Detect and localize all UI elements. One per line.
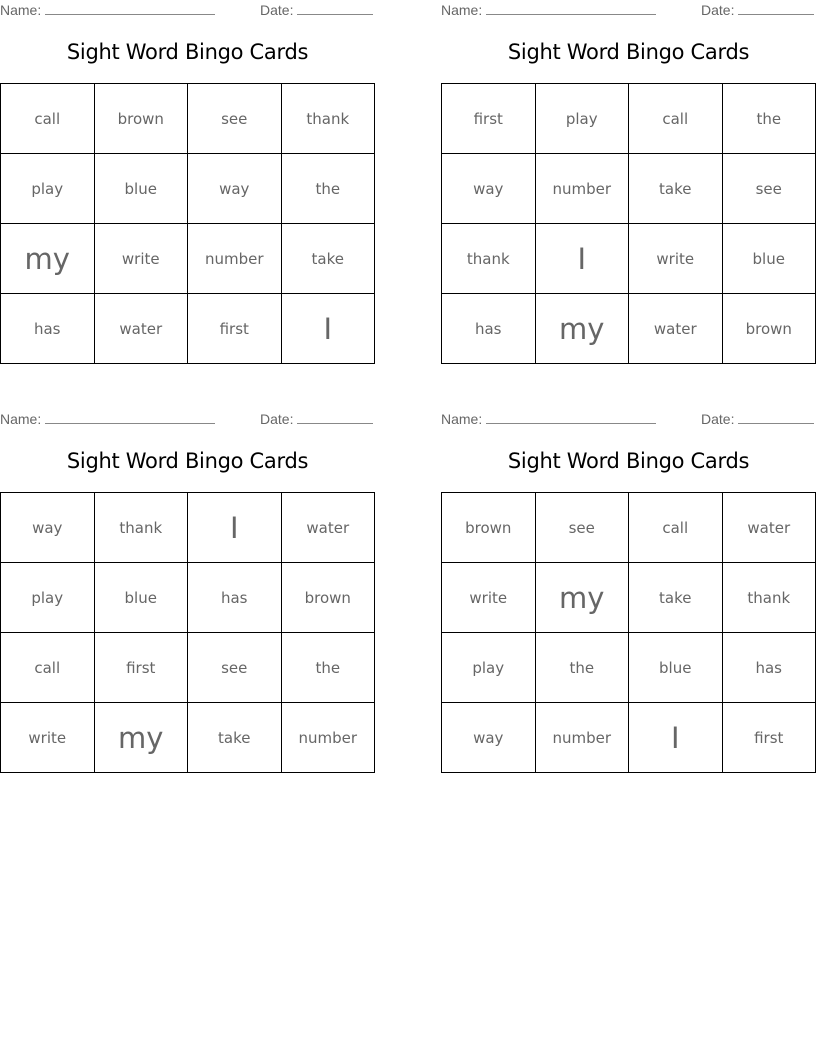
bingo-cell: blue xyxy=(94,563,188,633)
bingo-card xyxy=(441,409,816,784)
name-label: Name: xyxy=(441,411,483,427)
bingo-cell: take xyxy=(629,154,723,224)
date-blank-line[interactable] xyxy=(297,2,373,15)
date-field[interactable] xyxy=(260,411,373,427)
name-blank-line[interactable] xyxy=(45,2,215,15)
bingo-cell: see xyxy=(722,154,816,224)
bingo-cell: I xyxy=(535,224,629,294)
grid-row xyxy=(1,154,375,224)
bingo-cell: the xyxy=(722,84,816,154)
bingo-cell: has xyxy=(722,633,816,703)
bingo-cell: brown xyxy=(442,493,536,563)
bingo-cell: call xyxy=(1,633,95,703)
bingo-cell: thank xyxy=(722,563,816,633)
grid-row xyxy=(1,493,375,563)
bingo-cell: brown xyxy=(281,563,375,633)
bingo-cell: my xyxy=(94,703,188,773)
bingo-cell: write xyxy=(629,224,723,294)
bingo-grid xyxy=(441,83,816,364)
bingo-card xyxy=(0,0,375,375)
date-label: Date: xyxy=(260,411,294,427)
bingo-cell: the xyxy=(281,154,375,224)
card-title: Sight Word Bingo Cards xyxy=(507,449,750,473)
bingo-cell: way xyxy=(442,154,536,224)
bingo-card xyxy=(441,0,816,375)
bingo-cell: blue xyxy=(629,633,723,703)
bingo-cell: first xyxy=(94,633,188,703)
bingo-cell: has xyxy=(442,294,536,364)
bingo-cell: my xyxy=(535,294,629,364)
bingo-cell: the xyxy=(535,633,629,703)
bingo-cell: brown xyxy=(94,84,188,154)
bingo-cell: first xyxy=(442,84,536,154)
grid-row xyxy=(1,294,375,364)
bingo-cell: brown xyxy=(722,294,816,364)
grid-row xyxy=(442,224,816,294)
card-title: Sight Word Bingo Cards xyxy=(66,449,309,473)
bingo-cell: has xyxy=(1,294,95,364)
date-blank-line[interactable] xyxy=(297,411,373,424)
date-field[interactable] xyxy=(701,411,814,427)
bingo-cell: blue xyxy=(722,224,816,294)
bingo-cell: has xyxy=(188,563,282,633)
date-blank-line[interactable] xyxy=(738,411,814,424)
card-title: Sight Word Bingo Cards xyxy=(66,40,309,64)
bingo-cell: see xyxy=(188,633,282,703)
grid-row xyxy=(1,633,375,703)
bingo-cell: thank xyxy=(442,224,536,294)
grid-row xyxy=(1,703,375,773)
bingo-cell: play xyxy=(442,633,536,703)
grid-row xyxy=(442,493,816,563)
name-blank-line[interactable] xyxy=(45,411,215,424)
bingo-cell: way xyxy=(1,493,95,563)
name-field[interactable] xyxy=(441,2,656,18)
date-label: Date: xyxy=(701,2,735,18)
bingo-cell: my xyxy=(1,224,95,294)
date-field[interactable] xyxy=(260,2,373,18)
bingo-cell: call xyxy=(629,84,723,154)
grid-row xyxy=(442,563,816,633)
bingo-cell: write xyxy=(1,703,95,773)
date-label: Date: xyxy=(701,411,735,427)
grid-row xyxy=(1,224,375,294)
bingo-cell: play xyxy=(1,563,95,633)
bingo-cell: take xyxy=(629,563,723,633)
bingo-cell: write xyxy=(94,224,188,294)
grid-row xyxy=(442,84,816,154)
bingo-cell: take xyxy=(281,224,375,294)
bingo-cell: I xyxy=(629,703,723,773)
name-label: Name: xyxy=(0,2,42,18)
bingo-grid xyxy=(441,492,816,773)
name-label: Name: xyxy=(0,411,42,427)
bingo-cell: water xyxy=(94,294,188,364)
bingo-cell: number xyxy=(535,154,629,224)
bingo-cell: number xyxy=(188,224,282,294)
bingo-cell: way xyxy=(188,154,282,224)
bingo-cell: write xyxy=(442,563,536,633)
card-header xyxy=(0,0,375,20)
grid-row xyxy=(442,294,816,364)
name-blank-line[interactable] xyxy=(486,2,656,15)
card-header xyxy=(0,409,375,429)
bingo-cell: thank xyxy=(94,493,188,563)
bingo-cell: play xyxy=(535,84,629,154)
bingo-cell: first xyxy=(188,294,282,364)
bingo-cell: I xyxy=(281,294,375,364)
bingo-cell: call xyxy=(1,84,95,154)
bingo-cell: see xyxy=(188,84,282,154)
bingo-cell: number xyxy=(281,703,375,773)
name-field[interactable] xyxy=(0,2,215,18)
name-blank-line[interactable] xyxy=(486,411,656,424)
bingo-cell: thank xyxy=(281,84,375,154)
grid-row xyxy=(442,154,816,224)
name-field[interactable] xyxy=(441,411,656,427)
bingo-cell: take xyxy=(188,703,282,773)
bingo-cell: number xyxy=(535,703,629,773)
bingo-grid xyxy=(0,83,375,364)
card-header xyxy=(441,409,816,429)
bingo-cell: way xyxy=(442,703,536,773)
bingo-cell: water xyxy=(722,493,816,563)
card-title: Sight Word Bingo Cards xyxy=(507,40,750,64)
bingo-cell: call xyxy=(629,493,723,563)
bingo-cell: my xyxy=(535,563,629,633)
grid-row xyxy=(442,703,816,773)
bingo-cell: first xyxy=(722,703,816,773)
grid-row xyxy=(442,633,816,703)
card-header xyxy=(441,0,816,20)
bingo-cell: the xyxy=(281,633,375,703)
bingo-grid xyxy=(0,492,375,773)
grid-row xyxy=(1,84,375,154)
bingo-cell: water xyxy=(281,493,375,563)
grid-row xyxy=(1,563,375,633)
bingo-card xyxy=(0,409,375,784)
bingo-cell: water xyxy=(629,294,723,364)
name-label: Name: xyxy=(441,2,483,18)
bingo-cell: I xyxy=(188,493,282,563)
bingo-cell: blue xyxy=(94,154,188,224)
name-field[interactable] xyxy=(0,411,215,427)
date-blank-line[interactable] xyxy=(738,2,814,15)
bingo-cell: play xyxy=(1,154,95,224)
date-field[interactable] xyxy=(701,2,814,18)
bingo-cell: see xyxy=(535,493,629,563)
date-label: Date: xyxy=(260,2,294,18)
